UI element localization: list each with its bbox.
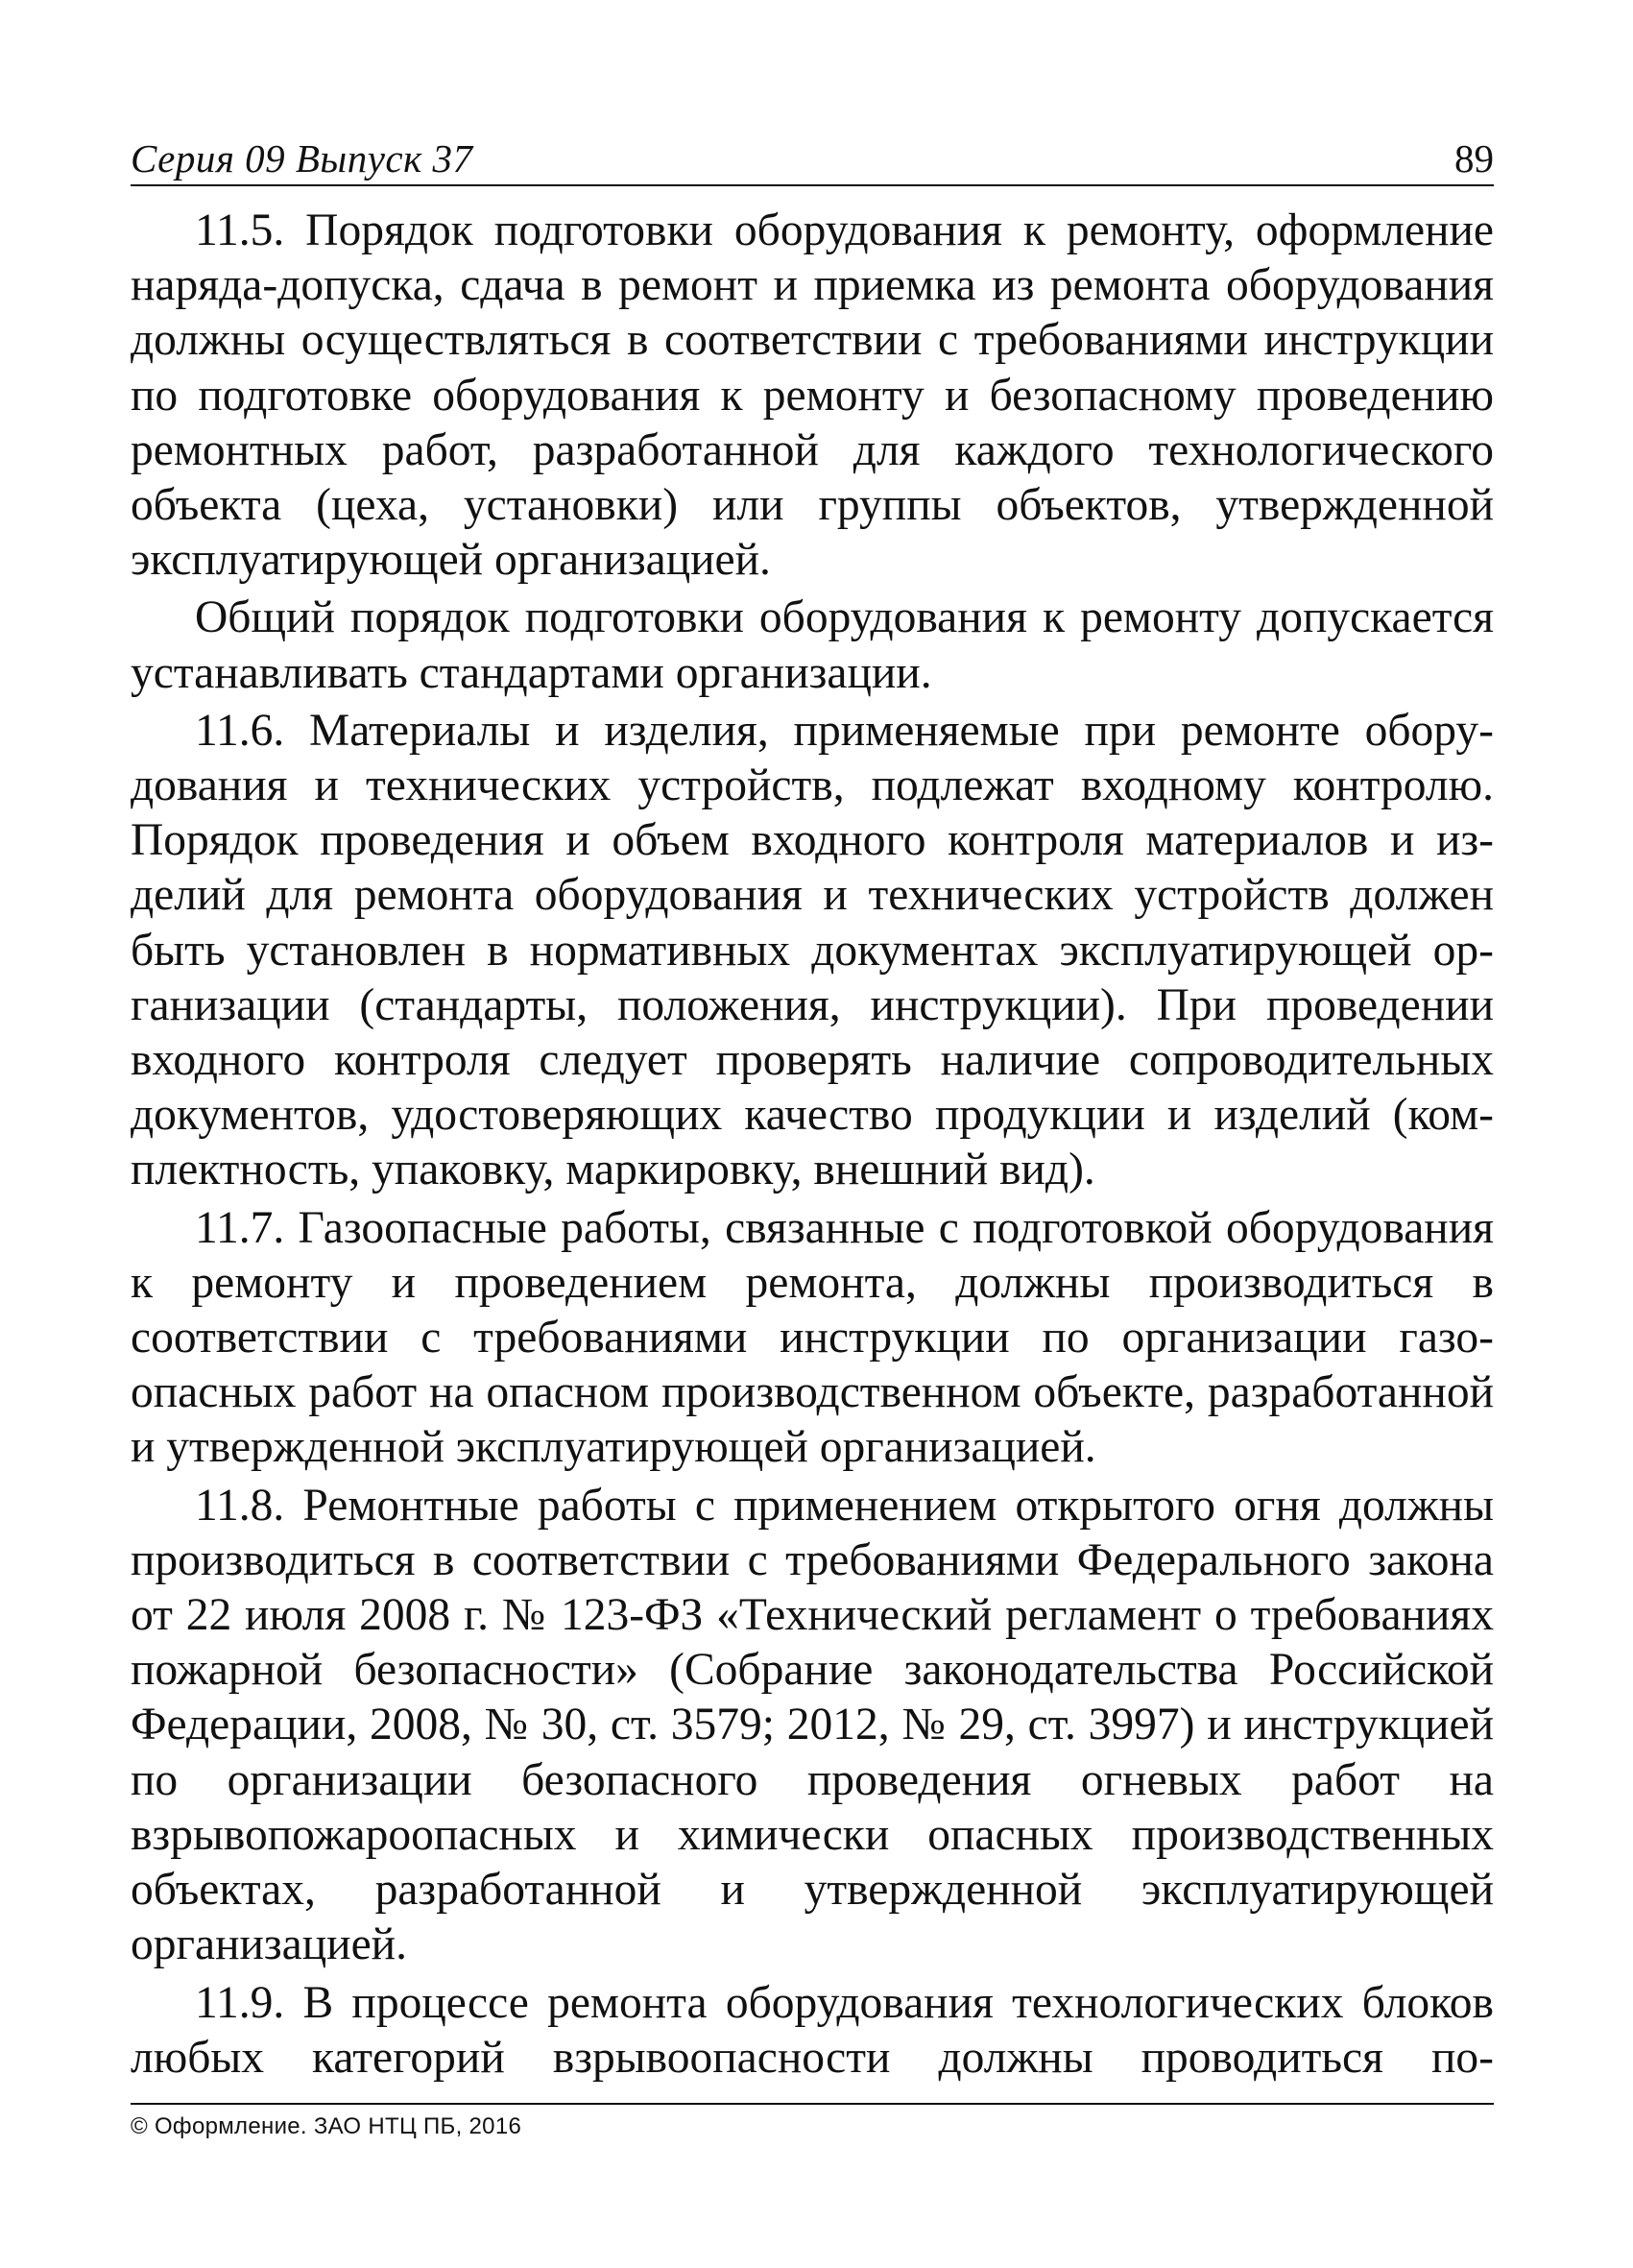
footer-copyright: © Оформление. ЗАО НТЦ ПБ, 2016 [131, 2113, 522, 2139]
paragraph-11-6: 11.6. Материалы и изделия, применяемые при ремонте оборудования и технических устройств, подлежат входному контролю. Порядок проведения и объем входного контроля материалов и изделий для ремонта оборудования и технических устройств должен быть установлен в нормативных документах эксплуатирующей организации (стандарты, положения, инструкции). При проведении входного контроля следует проверять наличие сопроводительных документов, удостоверяющих качество продукции и изделий (комплектность, упаковку, маркировку, внешний вид). [131, 705, 1494, 1195]
paragraph-11-8: 11.8. Ремонтные работы с применением открытого огня должны производиться в соответствии с требованиями Федерального закона от 22 июля 2008 г. № 123-ФЗ «Технический регламент о требованиях пожарной безопасности» (Собрание законодательства Российской Федерации, 2008, № 30, ст. 3579; 2012, № 29, ст. 3997) и инструкцией по организации безопасного проведения огневых работ на взрывопожароопасных и химически опасных производственных объектах, разработанной и утвержденной эксплуатирующей организацией. [131, 1480, 1494, 1970]
footer-divider [131, 2103, 1494, 2105]
running-header [131, 131, 1494, 186]
paragraph-11-5: 11.5. Порядок подготовки оборудования к ремонту, оформление наряда-допуска, сдача в ремонт и приемка из ремонта оборудования должны осуществляться в соответствии с требованиями инструкции по подготовке оборудования к ремонту и безопасному проведению ремонтных работ, разработанной для каждого технологического объекта (цеха, установки) или группы объектов, утвержденной эксплуатирующей организацией. [131, 205, 1494, 586]
body-text [131, 204, 1494, 2088]
paragraph-11-9: 11.9. В процессе ремонта оборудования технологических блоков любых категорий взрывоопасности должны проводиться по- [131, 1977, 1494, 2083]
paragraph-11-7: 11.7. Газоопасные работы, связанные с подготовкой оборудования к ремонту и проведением ремонта, должны производиться в соответствии с требованиями инструкции по организации газоопасных работ на опасном производственном объекте, разработанной и утвержденной эксплуатирующей организацией. [131, 1202, 1494, 1473]
series-title: Серия 09 Выпуск 37 [131, 136, 473, 181]
page-number: 89 [1454, 136, 1494, 181]
paragraph-general-order: Общий порядок подготовки оборудования к ремонту допускается устанавливать стандартами организации. [131, 592, 1494, 698]
